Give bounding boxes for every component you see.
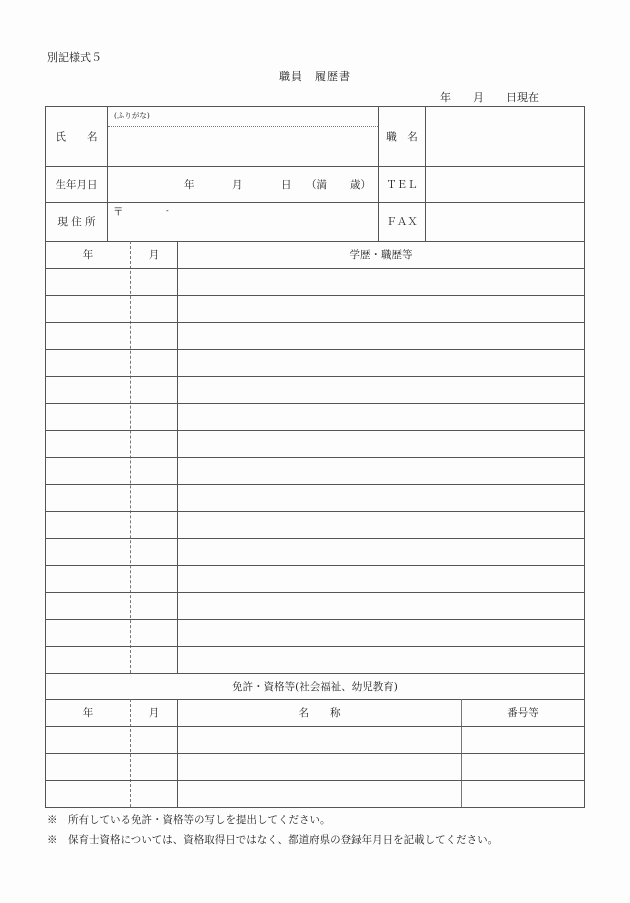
history-detail-cell[interactable]	[178, 512, 584, 538]
license-month-cell[interactable]	[131, 727, 177, 753]
license-number-cell[interactable]	[462, 754, 584, 780]
border	[45, 807, 585, 808]
birthdate-field[interactable]	[108, 167, 378, 202]
history-month-cell[interactable]	[131, 593, 177, 619]
history-month-cell[interactable]	[131, 431, 177, 457]
position-label: 職 名	[386, 130, 418, 143]
birth-month-label: 月	[232, 178, 243, 191]
license-year-cell[interactable]	[46, 754, 130, 780]
history-month-cell[interactable]	[131, 323, 177, 349]
history-detail-cell[interactable]	[178, 269, 584, 295]
history-month-cell[interactable]	[131, 404, 177, 430]
history-detail-cell[interactable]	[178, 539, 584, 565]
history-detail-cell[interactable]	[178, 404, 584, 430]
history-year-cell[interactable]	[46, 620, 130, 646]
history-month-cell[interactable]	[131, 620, 177, 646]
note-copy-submission: ※ 所有している免許・資格等の写しを提出してください。	[47, 814, 331, 826]
birth-year-label: 年	[184, 178, 195, 191]
license-name-header: 名 称	[298, 707, 341, 719]
age-open-label: （満	[306, 178, 327, 191]
history-year-cell[interactable]	[46, 377, 130, 403]
license-number-cell[interactable]	[462, 781, 584, 807]
history-year-header: 年	[82, 249, 94, 261]
history-year-cell[interactable]	[46, 404, 130, 430]
history-month-cell[interactable]	[131, 377, 177, 403]
history-detail-cell[interactable]	[178, 566, 584, 592]
history-detail-cell[interactable]	[178, 377, 584, 403]
history-month-cell[interactable]	[131, 512, 177, 538]
history-month-cell[interactable]	[131, 269, 177, 295]
history-month-cell[interactable]	[131, 539, 177, 565]
history-month-cell[interactable]	[131, 458, 177, 484]
license-year-cell[interactable]	[46, 781, 130, 807]
history-detail-cell[interactable]	[178, 647, 584, 673]
history-detail-cell[interactable]	[178, 620, 584, 646]
history-year-cell[interactable]	[46, 566, 130, 592]
history-detail-cell[interactable]	[178, 431, 584, 457]
license-name-cell[interactable]	[178, 754, 461, 780]
history-detail-cell[interactable]	[178, 350, 584, 376]
position-field[interactable]	[426, 106, 584, 166]
license-month-header: 月	[148, 707, 160, 719]
address-field[interactable]	[108, 203, 378, 241]
form-id: 別記様式５	[47, 51, 102, 64]
history-month-header: 月	[148, 249, 160, 261]
history-month-cell[interactable]	[131, 566, 177, 592]
license-name-cell[interactable]	[178, 727, 461, 753]
license-number-header: 番号等	[507, 707, 539, 719]
license-month-cell[interactable]	[131, 781, 177, 807]
history-detail-cell[interactable]	[178, 323, 584, 349]
license-month-cell[interactable]	[131, 754, 177, 780]
history-detail-cell[interactable]	[178, 458, 584, 484]
history-year-cell[interactable]	[46, 512, 130, 538]
license-section-title: 免許・資格等(社会福祉、幼児教育)	[232, 680, 398, 693]
date-as-of: 年 月 日現在	[440, 91, 539, 104]
birth-label: 生年月日	[55, 178, 98, 191]
history-year-cell[interactable]	[46, 593, 130, 619]
history-year-cell[interactable]	[46, 647, 130, 673]
history-year-cell[interactable]	[46, 539, 130, 565]
history-year-cell[interactable]	[46, 458, 130, 484]
note-nursery-registration: ※ 保育士資格については、資格取得日ではなく、都道府県の登録年月日を記載してください。	[47, 834, 499, 846]
age-close-label: 歳）	[350, 178, 371, 191]
history-year-cell[interactable]	[46, 350, 130, 376]
address-label: 現 住 所	[57, 216, 96, 228]
history-detail-header: 学歴・職歴等	[349, 249, 413, 261]
license-name-cell[interactable]	[178, 781, 461, 807]
tel-field[interactable]	[426, 167, 584, 202]
postal-dash: -	[166, 205, 169, 215]
history-year-cell[interactable]	[46, 431, 130, 457]
history-year-cell[interactable]	[46, 269, 130, 295]
history-month-cell[interactable]	[131, 296, 177, 322]
fax-label: ＦＡＸ	[386, 216, 418, 228]
history-year-cell[interactable]	[46, 485, 130, 511]
history-year-cell[interactable]	[46, 323, 130, 349]
license-number-cell[interactable]	[462, 727, 584, 753]
page-title: 職員 履歴書	[279, 70, 351, 83]
history-month-cell[interactable]	[131, 485, 177, 511]
license-year-cell[interactable]	[46, 727, 130, 753]
name-field[interactable]	[108, 127, 378, 166]
history-detail-cell[interactable]	[178, 296, 584, 322]
fax-field[interactable]	[426, 203, 584, 241]
furigana-label: (ふりがな)	[114, 110, 150, 120]
history-month-cell[interactable]	[131, 647, 177, 673]
name-label: 氏 名	[55, 130, 98, 143]
history-detail-cell[interactable]	[178, 593, 584, 619]
tel-label: ＴＥＬ	[386, 178, 418, 191]
license-year-header: 年	[82, 707, 94, 719]
history-detail-cell[interactable]	[178, 485, 584, 511]
furigana-field[interactable]	[108, 108, 378, 126]
birth-day-label: 日	[281, 178, 292, 191]
history-year-cell[interactable]	[46, 296, 130, 322]
postal-mark: 〒	[113, 205, 124, 218]
history-month-cell[interactable]	[131, 350, 177, 376]
